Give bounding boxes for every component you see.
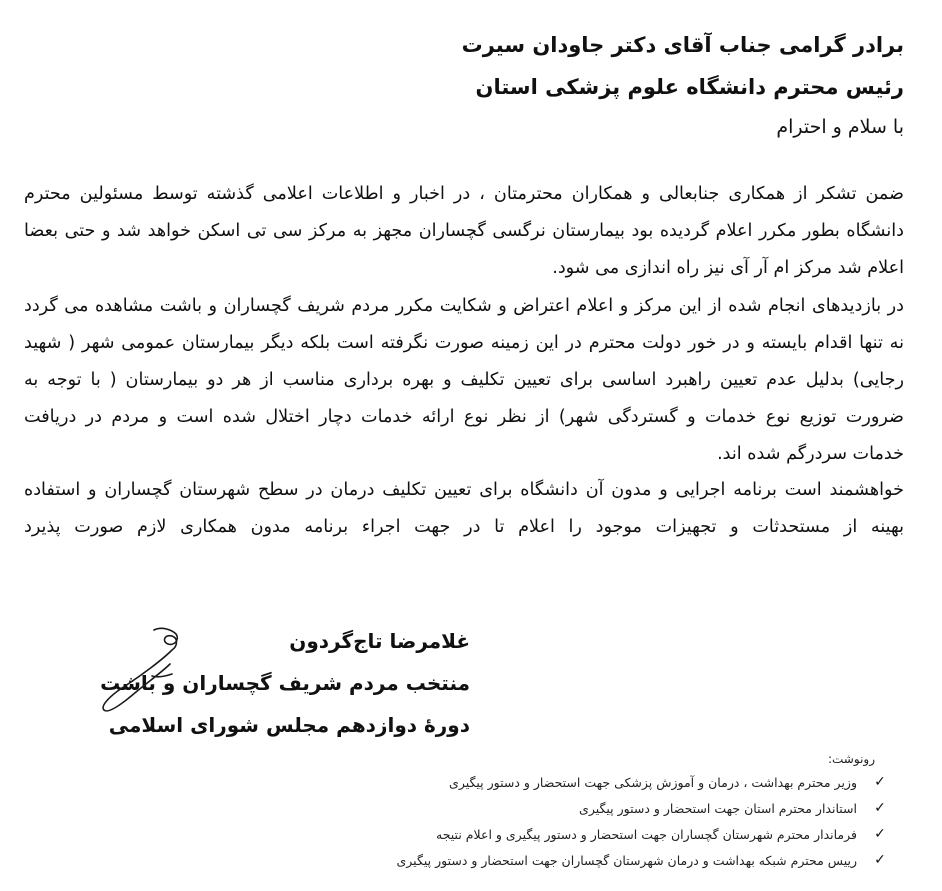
- checkmark-icon: ✓: [874, 826, 886, 842]
- copy-item-text: رییس محترم شبکه بهداشت و درمان شهرستان گچساران جهت استحضار و دستور پیگیری: [396, 852, 857, 868]
- paragraph-line: دانشگاه بطور مکرر اعلام گردیده بود بیمارستان نرگسی گچساران مجهز به مرکز سی تی اسکن خواهد شد و حتی بعضا: [24, 221, 904, 241]
- copy-item: [397, 769, 888, 795]
- copy-item: [397, 795, 888, 821]
- recipient-title: رئیس محترم دانشگاه علوم پزشکی استان: [475, 75, 904, 99]
- paragraph-line: اعلام شد مرکز ام آر آی نیز راه اندازی می شود.: [552, 258, 904, 278]
- checkmark-icon: ✓: [874, 800, 886, 816]
- copy-item: [397, 847, 888, 873]
- checkmark-icon: ✓: [874, 774, 886, 790]
- salutation: با سلام و احترام: [776, 116, 904, 138]
- paragraph-line: ضرورت توزیع نوع خدمات و گستردگی شهر) از نظر نوع ارائه خدمات دچار اختلال شده است و مردم در دریافت: [24, 407, 904, 427]
- paragraph-3: [24, 472, 904, 546]
- copy-item: [397, 821, 888, 847]
- paragraph-line: نه تنها اقدام بایسته و در خور دولت محترم در این زمینه صورت نگرفته است بلکه دیگر بیمارستان عمومی شهر ( شهید: [24, 333, 904, 353]
- paragraph-line: رجایی) بدلیل عدم تعیین راهبرد اساسی برای تعیین تکلیف و بهره برداری مناسب از هر دو بیمارستان ( با توجه به: [24, 370, 904, 390]
- signer-name: غلامرضا تاج‌گردون: [289, 629, 470, 653]
- paragraph-2: [24, 288, 904, 473]
- paragraph-line: بهینه از مستحدثات و تجهیزات موجود را اعلام تا در جهت اجراء برنامه مدون همکاری لازم صورت پذیرد: [24, 517, 904, 537]
- signer-title: منتخب مردم شریف گچساران و باشت: [100, 671, 470, 695]
- copy-item-text: فرماندار محترم شهرستان گچساران جهت استحضار و دستور پیگیری و اعلام نتیجه: [436, 826, 857, 842]
- copies-label: رونوشت:: [827, 752, 875, 766]
- paragraph-line: خواهشمند است برنامه اجرایی و مدون آن دانشگاه برای تعیین تکلیف درمان در سطح شهرستان گچساران و استفاده: [24, 480, 904, 500]
- paragraph-line: در بازدیدهای انجام شده از این مرکز و اعلام اعتراض و شکایت مکرر مردم شریف گچساران و باشت مشاهده می گردد: [24, 296, 904, 316]
- paragraph-line: ضمن تشکر از همکاری جنابعالی و همکاران محترمتان ، در اخبار و اطلاعات اعلامی گذشته توسط مسئولین محترم: [24, 184, 904, 204]
- paragraph-1: [24, 176, 904, 287]
- signer-body: دورهٔ دوازدهم مجلس شورای اسلامی: [108, 713, 470, 737]
- checkmark-icon: ✓: [874, 852, 886, 868]
- handwritten-signature: [92, 620, 202, 720]
- copies-section: [397, 752, 888, 873]
- copy-item-text: استاندار محترم استان جهت استحضار و دستور پیگیری: [579, 800, 857, 816]
- paragraph-line: خدمات سردرگم شده اند.: [717, 444, 904, 464]
- recipient-name: برادر گرامی جناب آقای دکتر جاودان سیرت: [461, 33, 904, 57]
- copy-item-text: وزیر محترم بهداشت ، درمان و آموزش پزشکی جهت استحضار و دستور پیگیری: [449, 774, 857, 790]
